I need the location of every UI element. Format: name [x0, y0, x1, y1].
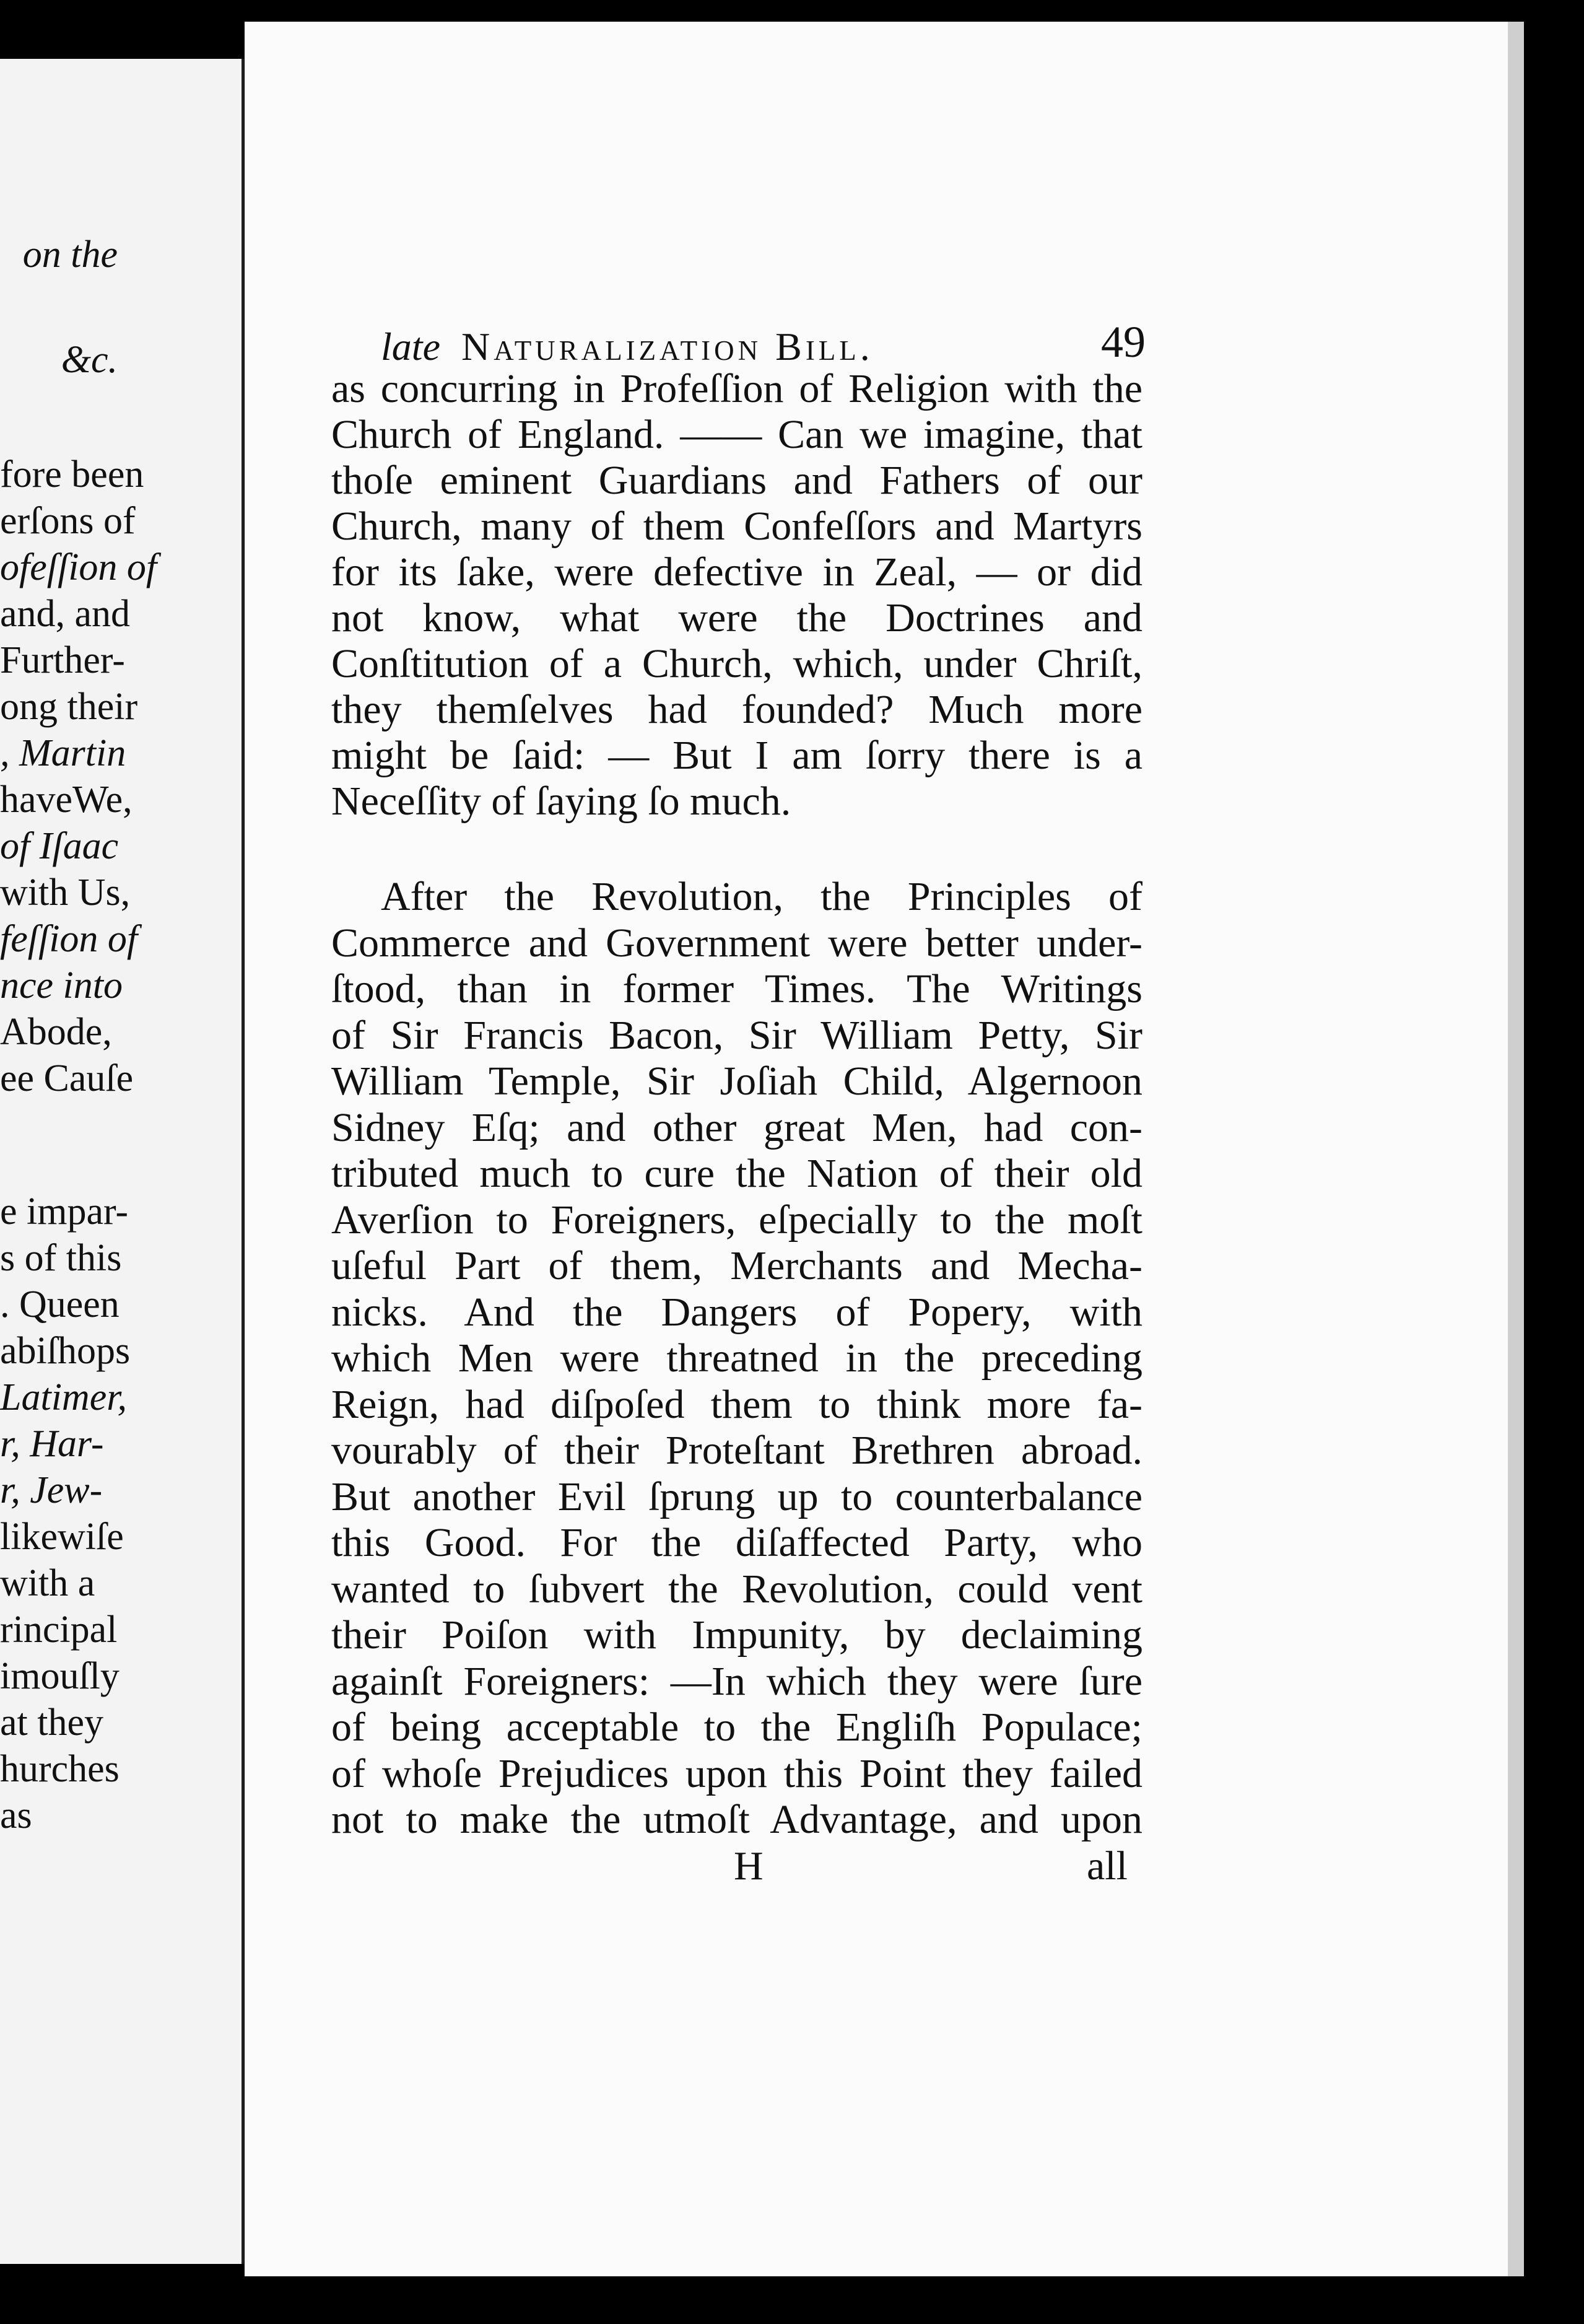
left-page-line: imouſly — [0, 1655, 120, 1697]
left-page-line: ong their — [0, 686, 138, 728]
left-page-line: as — [0, 1794, 32, 1837]
left-page-line: at they — [0, 1702, 103, 1744]
left-page-line: . Queen — [0, 1283, 120, 1326]
left-page-line: &c. — [61, 339, 118, 381]
text-line: thoſe eminent Guardians and Fathers of our — [331, 458, 1142, 503]
text-line: uſeful Part of them, Merchants and Mecha- — [331, 1243, 1142, 1288]
book-page — [245, 22, 1524, 2276]
left-page-line: with Us, — [0, 872, 131, 914]
left-page-line: r, Jew- — [0, 1469, 103, 1511]
text-line: Conſtitution of a Church, which, under Chriſt, — [331, 641, 1142, 686]
text-line: of whoſe Prejudices upon this Point they failed — [331, 1750, 1142, 1796]
left-page-line: e impar- — [0, 1190, 129, 1233]
left-page-line: ee Cauſe — [0, 1057, 134, 1099]
text-line: Commerce and Government were better under- — [331, 920, 1142, 966]
text-line: Neceſſity of ſaying ſo much. — [331, 779, 791, 824]
left-page-line: erſons of — [0, 500, 136, 542]
text-line: Church of England. —— Can we imagine, that — [331, 412, 1142, 457]
text-line: William Temple, Sir Joſiah Child, Algernoon — [331, 1059, 1142, 1104]
left-page-line: Abode, — [0, 1011, 112, 1053]
text-line: Sidney Eſq; and other great Men, had con- — [331, 1104, 1142, 1150]
text-line: After the Revolution, the Principles of — [381, 874, 1142, 919]
left-page-line: ofeſſion of — [0, 546, 157, 588]
left-page-line: feſſion of — [0, 918, 138, 960]
text-line: But another Evil ſprung up to counterbalance — [331, 1474, 1142, 1519]
running-head-title: Naturalization Bill. — [461, 325, 874, 369]
text-line: this Good. For the diſaffected Party, who — [331, 1520, 1142, 1565]
text-line: againſt Foreigners: —In which they were ſure — [331, 1658, 1142, 1704]
text-line: of being acceptable to the Engliſh Populace; — [331, 1705, 1142, 1750]
left-page-line: hurches — [0, 1748, 120, 1790]
text-line: might be ſaid: — But I am ſorry there is a — [331, 733, 1142, 778]
text-line: nicks. And the Dangers of Popery, with — [331, 1289, 1142, 1335]
text-line: their Poiſon with Impunity, by declaiming — [331, 1612, 1142, 1658]
text-line: not know, what were the Doctrines and — [331, 595, 1142, 640]
left-page-line: Latimer, — [0, 1376, 127, 1418]
left-page-line: r, Har- — [0, 1423, 104, 1465]
left-page-line: nce into — [0, 964, 123, 1007]
text-line: of Sir Francis Bacon, Sir William Petty, Sir — [331, 1012, 1142, 1058]
left-page-line: of Iſaac — [0, 825, 119, 867]
text-line: Church, many of them Confeſſors and Martyrs — [331, 504, 1142, 549]
text-line: tributed much to cure the Nation of their old — [331, 1151, 1142, 1196]
catchword: all — [1087, 1843, 1128, 1889]
left-page-line: abiſhops — [0, 1330, 131, 1372]
text-line: they themſelves had founded? Much more — [331, 687, 1142, 732]
text-line: which Men were threatned in the preceding — [331, 1335, 1142, 1381]
left-page-line: on the — [22, 234, 118, 276]
left-page-line: haveWe, — [0, 779, 133, 821]
running-head — [381, 317, 1146, 372]
text-line: Averſion to Foreigners, eſpecially to the moſt — [331, 1197, 1142, 1243]
text-line: as concurring in Profeſſion of Religion with the — [331, 366, 1142, 411]
text-line: for its ſake, were defective in Zeal, — or did — [331, 549, 1142, 595]
text-line: vourably of their Proteſtant Brethren abroad. — [331, 1428, 1142, 1473]
text-line: wanted to ſubvert the Revolution, could vent — [331, 1566, 1142, 1612]
left-page-line: likewiſe — [0, 1516, 124, 1558]
left-page-line: and, and — [0, 593, 131, 635]
text-line: Reign, had diſpoſed them to think more fa- — [331, 1381, 1142, 1427]
left-page-line: , Martin — [0, 732, 126, 774]
left-page-line: with a — [0, 1562, 95, 1604]
left-page-line: rincipal — [0, 1609, 118, 1651]
running-head-late: late — [381, 325, 440, 369]
facing-page-fragment — [0, 59, 244, 2264]
left-page-line: Further- — [0, 639, 125, 681]
text-line: ſtood, than in former Times. The Writings — [331, 966, 1142, 1011]
signature-mark: H — [734, 1843, 764, 1889]
left-page-line: s of this — [0, 1237, 122, 1279]
text-line: not to make the utmoſt Advantage, and upon — [331, 1797, 1142, 1842]
left-page-line: fore been — [0, 453, 144, 496]
page-number: 49 — [1101, 317, 1146, 367]
